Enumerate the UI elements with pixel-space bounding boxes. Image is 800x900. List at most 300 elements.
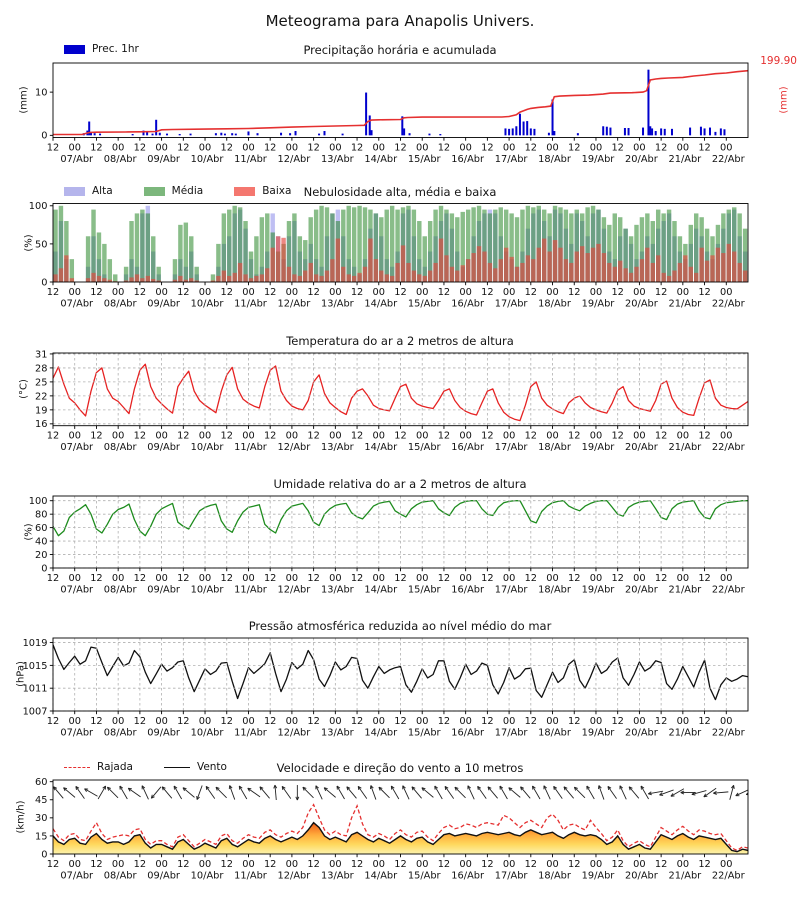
alta-bar [748,259,752,282]
svg-text:12: 12 [437,859,451,870]
média-bar [249,252,253,282]
baixa-bar [406,263,410,282]
svg-text:12: 12 [177,716,190,727]
svg-text:19/Abr: 19/Abr [581,584,615,596]
wind-direction-arrow [445,786,454,798]
baixa-bar [623,268,627,282]
wind-direction-arrow [391,786,399,799]
svg-text:11/Abr: 11/Abr [234,870,267,882]
svg-text:10/Abr: 10/Abr [190,727,224,739]
baixa-bar [672,271,676,282]
svg-text:00: 00 [111,430,125,442]
wind-direction-arrow [521,787,531,798]
média-bar [667,210,671,282]
svg-text:12: 12 [263,573,277,584]
svg-text:00: 00 [285,142,299,154]
svg-text:20/Abr: 20/Abr [625,154,658,165]
svg-text:12: 12 [307,716,320,727]
baixa-bar [531,259,535,282]
svg-text:07/Abr: 07/Abr [60,154,94,165]
baixa-bar [357,273,361,282]
baixa-bar [721,253,725,282]
média-bar [385,210,389,282]
baixa-bar [699,248,703,282]
wind-direction-arrow [151,787,161,798]
svg-text:10/Abr: 10/Abr [190,584,224,596]
svg-text:13/Abr: 13/Abr [320,298,354,310]
wind-direction-arrow [274,785,277,800]
svg-text:12: 12 [437,573,451,584]
svg-text:00: 00 [459,430,472,442]
svg-text:00: 00 [502,859,516,870]
svg-text:12: 12 [524,859,538,870]
svg-text:12/Abr: 12/Abr [277,584,311,596]
svg-text:11/Abr: 11/Abr [234,154,267,165]
svg-text:12: 12 [90,716,103,727]
baixa-bar [417,274,421,282]
svg-text:16/Abr: 16/Abr [451,870,485,882]
svg-text:00: 00 [155,287,168,298]
svg-text:30: 30 [35,813,48,825]
baixa-bar [634,267,638,282]
svg-text:25: 25 [35,377,48,389]
baixa-bar [661,273,665,282]
baixa-bar [102,278,106,282]
baixa-bar [260,274,264,282]
svg-text:00: 00 [242,430,255,442]
svg-text:00: 00 [589,573,603,584]
svg-text:12: 12 [568,142,581,154]
svg-text:00: 00 [329,430,342,442]
média-bar [86,236,90,282]
wind-direction-arrow [85,789,98,797]
svg-text:12: 12 [568,573,581,584]
svg-text:16/Abr: 16/Abr [451,154,485,165]
svg-text:20/Abr: 20/Abr [625,584,658,596]
svg-text:00: 00 [242,859,255,870]
svg-text:00: 00 [111,142,125,154]
svg-text:00: 00 [633,142,646,154]
svg-text:08/Abr: 08/Abr [103,584,137,596]
wind-direction-arrow [206,786,215,798]
svg-text:12: 12 [568,859,581,870]
wind-direction-arrow [229,785,234,799]
baixa-bar [553,240,557,282]
baixa-bar [743,271,747,282]
svg-text:00: 00 [372,859,386,870]
svg-text:00: 00 [372,430,386,442]
wind-direction-arrow [509,788,520,798]
wind-direction-arrow [713,791,728,794]
svg-text:21/Abr: 21/Abr [668,442,702,454]
svg-text:14/Abr: 14/Abr [364,727,398,739]
svg-text:12: 12 [307,573,320,584]
baixa-bar [385,274,389,282]
svg-text:12: 12 [220,142,233,154]
svg-text:60: 60 [35,523,48,535]
svg-text:00: 00 [415,573,429,584]
svg-text:12: 12 [611,573,624,584]
baixa-bar [189,278,193,282]
svg-text:00: 00 [285,287,299,298]
svg-text:00: 00 [633,573,646,584]
svg-text:16/Abr: 16/Abr [451,298,485,310]
svg-text:12/Abr: 12/Abr [277,298,311,310]
svg-text:00: 00 [155,716,168,727]
svg-text:00: 00 [459,859,472,870]
baixa-bar [227,276,231,282]
svg-text:12: 12 [307,142,320,154]
svg-text:12: 12 [90,859,103,870]
svg-text:12: 12 [394,716,407,727]
svg-text:00: 00 [459,716,472,727]
svg-text:12/Abr: 12/Abr [277,870,311,882]
baixa-bar [466,259,470,282]
svg-text:00: 00 [720,573,733,584]
svg-text:1019: 1019 [22,637,48,649]
svg-text:00: 00 [676,573,690,584]
svg-text:15/Abr: 15/Abr [407,298,441,310]
svg-text:12: 12 [481,430,494,442]
baixa-bar [727,244,731,282]
svg-text:12: 12 [46,859,60,870]
svg-text:09/Abr: 09/Abr [147,727,180,739]
baixa-bar [129,277,133,282]
média-bar [194,267,198,282]
svg-text:40: 40 [35,536,48,548]
svg-text:00: 00 [329,859,342,870]
média-bar [232,206,236,282]
svg-text:31: 31 [35,349,48,361]
svg-text:00: 00 [546,287,559,298]
baixa-bar [238,263,242,282]
svg-text:12: 12 [394,859,407,870]
svg-text:12: 12 [350,859,364,870]
panel-title-precipitation: Precipitação horária e acumulada [303,43,497,57]
svg-text:07/Abr: 07/Abr [60,584,94,596]
média-bar [314,210,318,282]
svg-text:10/Abr: 10/Abr [190,154,224,165]
média-bar [184,223,188,282]
svg-text:12: 12 [611,287,624,298]
svg-text:12: 12 [568,430,581,442]
wind-direction-arrow [660,790,674,795]
svg-text:00: 00 [720,142,733,154]
svg-text:00: 00 [415,859,429,870]
svg-text:00: 00 [459,287,472,298]
média-bar [146,213,150,282]
baixa-bar [737,263,741,282]
baixa-bar [471,253,475,282]
svg-text:00: 00 [676,430,690,442]
svg-text:12: 12 [698,716,711,727]
panel-title-humidity: Umidade relativa do ar a 2 metros de altura [273,477,527,491]
svg-text:12: 12 [133,430,147,442]
baixa-label: Baixa [262,185,292,197]
baixa-bar [330,259,334,282]
svg-text:12: 12 [698,287,711,298]
baixa-bar [585,253,589,282]
series-line [53,364,748,420]
svg-text:60: 60 [35,777,48,789]
svg-text:10/Abr: 10/Abr [190,870,224,882]
média-bar [352,207,356,282]
svg-text:12: 12 [263,430,277,442]
svg-text:00: 00 [242,142,255,154]
svg-text:08/Abr: 08/Abr [103,870,137,882]
svg-text:17/Abr: 17/Abr [494,870,528,882]
svg-text:00: 00 [720,716,733,727]
média-bar [417,221,421,282]
baixa-bar [618,261,622,282]
svg-text:00: 00 [415,430,429,442]
svg-text:00: 00 [242,716,255,727]
baixa-bar [656,255,660,282]
panel-3 [29,496,748,596]
svg-text:100: 100 [28,496,48,508]
svg-text:17/Abr: 17/Abr [494,584,528,596]
svg-text:12: 12 [90,430,103,442]
wind-direction-arrow [248,788,260,797]
alta-label: Alta [92,185,113,197]
svg-text:18/Abr: 18/Abr [538,442,571,454]
svg-text:00: 00 [329,716,342,727]
wind-direction-arrow [337,786,345,799]
wind-direction-arrow [98,786,106,799]
ylabel-precipitation-right: (mm) [778,86,790,114]
média-bar [97,232,101,282]
wind-direction-arrow [574,787,585,798]
svg-text:12: 12 [394,287,407,298]
svg-text:12: 12 [263,716,277,727]
svg-text:07/Abr: 07/Abr [60,298,94,310]
wind-direction-arrow [107,787,118,798]
svg-text:12: 12 [524,716,538,727]
svg-text:17/Abr: 17/Abr [494,727,528,739]
baixa-bar [537,248,541,282]
svg-text:00: 00 [720,430,733,442]
svg-text:18/Abr: 18/Abr [538,298,571,310]
svg-text:00: 00 [242,287,255,298]
baixa-bar [640,259,644,282]
svg-text:0: 0 [41,563,48,575]
wind-direction-arrow [162,787,172,798]
svg-text:00: 00 [546,716,559,727]
svg-text:00: 00 [633,716,646,727]
baixa-bar [347,274,351,282]
svg-text:21/Abr: 21/Abr [668,154,702,165]
ylabel-humidity: (%) [23,523,35,541]
baixa-bar [53,274,57,282]
baixa-bar [363,267,367,282]
svg-text:12: 12 [698,142,711,154]
svg-text:09/Abr: 09/Abr [147,442,180,454]
svg-text:12: 12 [220,573,233,584]
svg-text:12: 12 [698,573,711,584]
baixa-bar [270,248,274,282]
svg-text:45: 45 [35,795,48,807]
svg-text:00: 00 [372,287,386,298]
svg-text:19/Abr: 19/Abr [581,298,615,310]
svg-text:12: 12 [220,859,233,870]
baixa-bar [591,248,595,282]
svg-text:12: 12 [611,142,624,154]
panel-5 [35,777,761,881]
svg-text:18/Abr: 18/Abr [538,584,571,596]
svg-text:22/Abr: 22/Abr [711,584,745,596]
média-bar [227,210,231,282]
svg-text:15: 15 [35,831,48,843]
svg-text:00: 00 [546,142,559,154]
baixa-bar [222,271,226,282]
svg-text:12: 12 [307,287,320,298]
svg-text:09/Abr: 09/Abr [147,584,180,596]
svg-text:00: 00 [676,859,690,870]
média-bar [694,213,698,282]
svg-text:12: 12 [654,716,668,727]
baixa-bar [683,255,687,282]
svg-text:12: 12 [177,287,190,298]
wind-direction-arrow [174,786,182,799]
baixa-bar [488,263,492,282]
baixa-bar [368,239,372,282]
svg-text:17/Abr: 17/Abr [494,154,528,165]
wind-direction-arrow [296,785,299,800]
svg-text:00: 00 [459,142,472,154]
baixa-bar [580,246,584,282]
svg-text:00: 00 [372,573,386,584]
svg-text:00: 00 [502,430,516,442]
baixa-bar [455,271,459,282]
wind-direction-arrow [316,786,322,800]
wind-direction-arrow [358,786,367,798]
svg-text:10/Abr: 10/Abr [190,298,224,310]
svg-text:12: 12 [133,142,147,154]
panel-title-temperature: Temperatura do ar a 2 metros de altura [286,334,514,348]
wind-direction-arrow [183,788,194,798]
baixa-bar [395,263,399,282]
baixa-bar [216,276,220,282]
svg-text:0: 0 [41,130,48,142]
panel-4 [23,638,748,739]
baixa-bar [564,259,568,282]
svg-text:00: 00 [68,573,81,584]
svg-text:12: 12 [133,716,147,727]
baixa-bar [694,273,698,282]
svg-text:00: 00 [502,573,516,584]
wind-direction-arrow [76,786,85,798]
svg-text:12: 12 [90,142,103,154]
média-bar [91,210,95,282]
svg-text:12/Abr: 12/Abr [277,442,311,454]
média-bar [357,206,361,282]
baixa-bar [70,278,74,282]
baixa-bar [308,263,312,282]
svg-text:22/Abr: 22/Abr [711,442,745,454]
svg-text:09/Abr: 09/Abr [147,154,180,165]
svg-text:00: 00 [415,142,429,154]
svg-text:20: 20 [35,549,48,561]
svg-text:12: 12 [568,287,581,298]
svg-text:00: 00 [720,287,733,298]
svg-text:00: 00 [329,573,342,584]
média-bar [53,210,57,282]
wind-direction-arrow [260,787,270,798]
svg-text:00: 00 [155,430,168,442]
svg-text:1007: 1007 [22,706,48,718]
baixa-bar [314,274,318,282]
svg-text:00: 00 [546,430,559,442]
svg-text:00: 00 [633,287,646,298]
baixa-bar [569,263,573,282]
baixa-bar [151,279,155,282]
média-bar [292,213,296,282]
svg-text:14/Abr: 14/Abr [364,584,398,596]
média-bar [347,206,351,282]
panel-0 [35,63,748,165]
svg-text:14/Abr: 14/Abr [364,442,398,454]
wind-direction-arrow [282,786,291,798]
page-title: Meteograma para Anapolis Univers. [265,12,535,30]
svg-text:1015: 1015 [22,660,48,672]
svg-text:14/Abr: 14/Abr [364,154,398,165]
svg-text:21/Abr: 21/Abr [668,584,702,596]
baixa-bar [390,276,394,282]
svg-text:12: 12 [654,287,668,298]
svg-text:12: 12 [263,142,277,154]
wind-direction-arrow [422,788,433,798]
svg-text:19/Abr: 19/Abr [581,442,615,454]
ylabel-cloudiness: (%) [23,234,35,252]
svg-text:13/Abr: 13/Abr [320,870,354,882]
baixa-bar [97,276,101,282]
svg-text:00: 00 [589,142,603,154]
svg-text:19/Abr: 19/Abr [581,870,615,882]
svg-text:00: 00 [676,287,690,298]
baixa-bar [249,278,253,282]
wind-direction-arrow [435,786,443,799]
baixa-bar [667,276,671,282]
svg-text:00: 00 [589,430,603,442]
svg-text:07/Abr: 07/Abr [60,442,94,454]
svg-text:00: 00 [676,716,690,727]
svg-text:14/Abr: 14/Abr [364,298,398,310]
svg-text:12: 12 [46,142,60,154]
svg-text:13/Abr: 13/Abr [320,442,354,454]
wind-direction-arrow [532,786,540,799]
svg-text:00: 00 [372,142,386,154]
svg-text:12: 12 [611,716,624,727]
svg-text:00: 00 [198,430,212,442]
média-bar [748,210,752,282]
wind-direction-arrow [412,787,422,798]
svg-text:12: 12 [481,859,494,870]
svg-text:12: 12 [350,716,364,727]
svg-text:11/Abr: 11/Abr [234,584,267,596]
svg-text:12: 12 [481,287,494,298]
baixa-bar [558,248,562,282]
wind-direction-arrow [478,786,487,798]
svg-text:100: 100 [28,201,48,213]
svg-text:22: 22 [35,391,48,403]
svg-text:00: 00 [198,573,212,584]
svg-text:12: 12 [524,430,538,442]
svg-text:00: 00 [285,430,299,442]
svg-text:00: 00 [155,573,168,584]
baixa-bar [575,252,579,282]
svg-text:21/Abr: 21/Abr [668,298,702,310]
svg-text:09/Abr: 09/Abr [147,298,180,310]
